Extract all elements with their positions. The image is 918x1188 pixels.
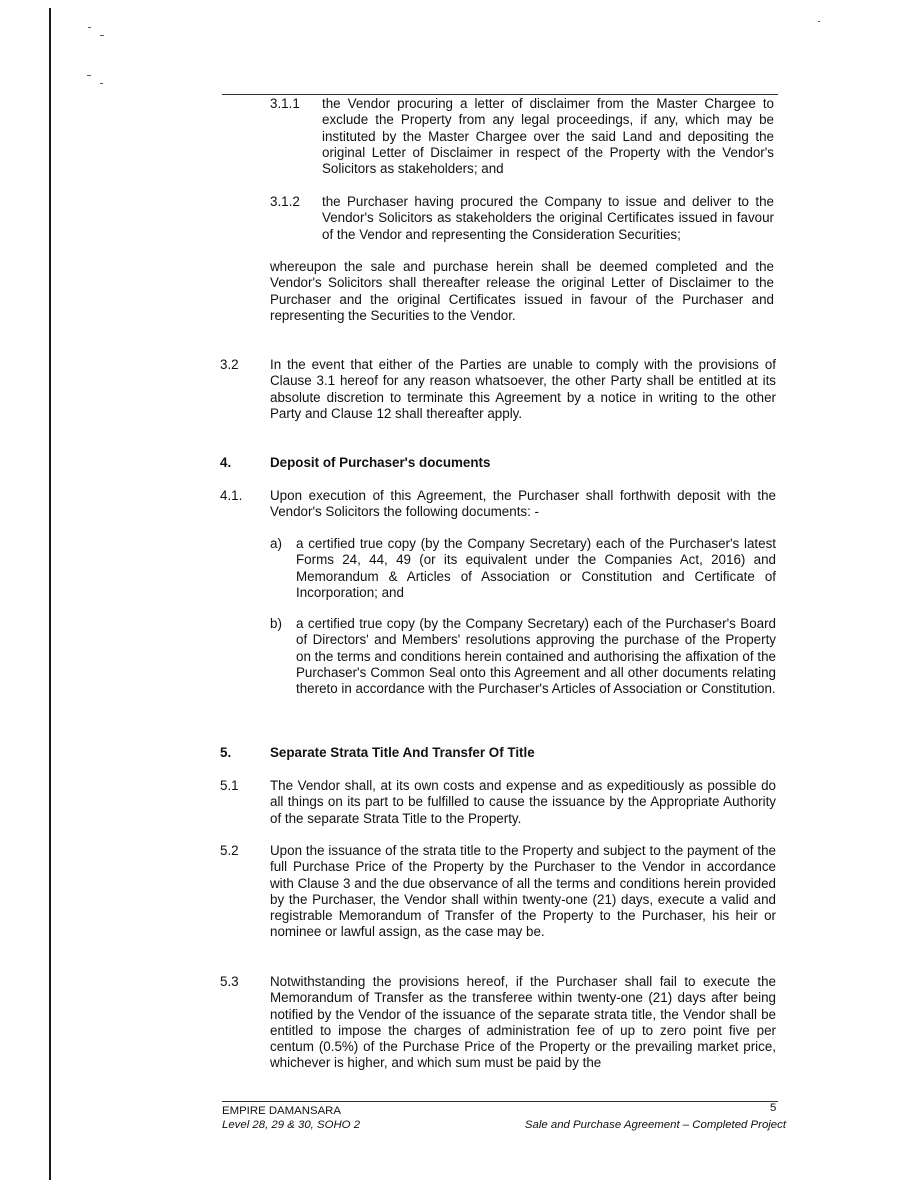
- clause-text: Upon the issuance of the strata title to the Property and subject to the payment of the full Purchase Price of the Property by the Purchaser to the Vendor in accordance with Clause 3 and the due observance of all the terms and conditions herein provided by the Purchaser, the Vendor shall within twenty-one (21) days, execute a valid and registrable Memorandum of Transfer of the Property to the Purchaser, his heir or nominee or lawful assign, as the case may be.: [270, 843, 776, 940]
- clause-number: 3.2: [220, 357, 239, 372]
- scan-mark: [87, 75, 91, 76]
- clause-text: The Vendor shall, at its own costs and expense and as expeditiously as possible do all things on its part to be fulfilled to cause the issuance by the Appropriate Authority of the separate Strata Title to the Property.: [270, 778, 776, 826]
- item-label: b): [270, 616, 282, 631]
- section-number: 4.: [220, 455, 232, 470]
- scan-mark: [88, 27, 91, 28]
- item-text: a certified true copy (by the Company Secretary) each of the Purchaser's Board of Directors' and Members' resolutions approving the purchase of the Property on the terms and conditions herein contained and authorising the affixation of the Purchaser's Common Seal onto this Agreement and all other documents relating thereto in accordance with the Purchaser's Articles of Association or Constitution.: [296, 616, 776, 697]
- clause-text: Notwithstanding the provisions hereof, if the Purchaser shall fail to execute the Memorandum of Transfer as the transferee within twenty-one (21) days after being notified by the Vendor of the issuance of the separate strata title, the Vendor shall be entitled to impose the charges of administration fee of up to zero point five per centum (0.5%) of the Purchase Price of the Property or the prevailing market price, whichever is higher, and which sum must be paid by the: [270, 974, 776, 1071]
- clause-number: 5.2: [220, 843, 239, 858]
- clause-text: the Vendor procuring a letter of disclaimer from the Master Chargee to exclude the Property from any legal proceedings, if any, which may be instituted by the Master Chargee over the said Land and depositing the original Letter of Disclaimer in respect of the Property with the Vendor's Solicitors as stakeholders; and: [322, 96, 774, 177]
- clause-number: 4.1.: [220, 488, 243, 503]
- clause-number: 3.1.2: [270, 194, 300, 209]
- whereupon-paragraph: whereupon the sale and purchase herein shall be deemed completed and the Vendor's Solicitors shall thereafter release the original Letter of Disclaimer to the Purchaser and the original Certificates issued in favour of the Purchaser and representing the Securities to the Vendor.: [270, 259, 774, 323]
- clause-number: 5.1: [220, 778, 239, 793]
- clause-number: 3.1.1: [270, 96, 300, 111]
- page-number: 5: [770, 1102, 777, 1114]
- section-title: Deposit of Purchaser's documents: [270, 455, 491, 470]
- scan-mark: [818, 21, 820, 22]
- footer-project-name: EMPIRE DAMANSARA: [222, 1105, 341, 1117]
- footer-rule: [222, 1101, 778, 1102]
- clause-text: Upon execution of this Agreement, the Purchaser shall forthwith deposit with the Vendor's Solicitors the following documents: -: [270, 488, 776, 520]
- section-number: 5.: [220, 745, 232, 760]
- item-label: a): [270, 536, 282, 551]
- clause-number: 5.3: [220, 974, 239, 989]
- scan-mark: [100, 83, 103, 84]
- footer-unit: Level 28, 29 & 30, SOHO 2: [222, 1119, 361, 1131]
- section-title: Separate Strata Title And Transfer Of Title: [270, 745, 535, 760]
- binding-edge-line: [49, 8, 51, 1180]
- clause-text: the Purchaser having procured the Company to issue and deliver to the Vendor's Solicitors as stakeholders the original Certificates issued in favour of the Vendor and representing the Consideration Securities;: [322, 194, 774, 242]
- item-text: a certified true copy (by the Company Secretary) each of the Purchaser's latest Forms 24, 44, 49 (or its equivalent under the Companies Act, 2016) and Memorandum & Articles of Association or Constitution and Certificate of Incorporation; and: [296, 536, 776, 600]
- clause-text: In the event that either of the Parties are unable to comply with the provisions of Clause 3.1 hereof for any reason whatsoever, the other Party shall be entitled at its absolute discretion to terminate this Agreement by a notice in writing to the other Party and Clause 12 shall thereafter apply.: [270, 357, 776, 421]
- footer-document-title: Sale and Purchase Agreement – Completed Project: [524, 1119, 786, 1131]
- scan-mark: [100, 35, 104, 36]
- header-rule: [222, 94, 778, 95]
